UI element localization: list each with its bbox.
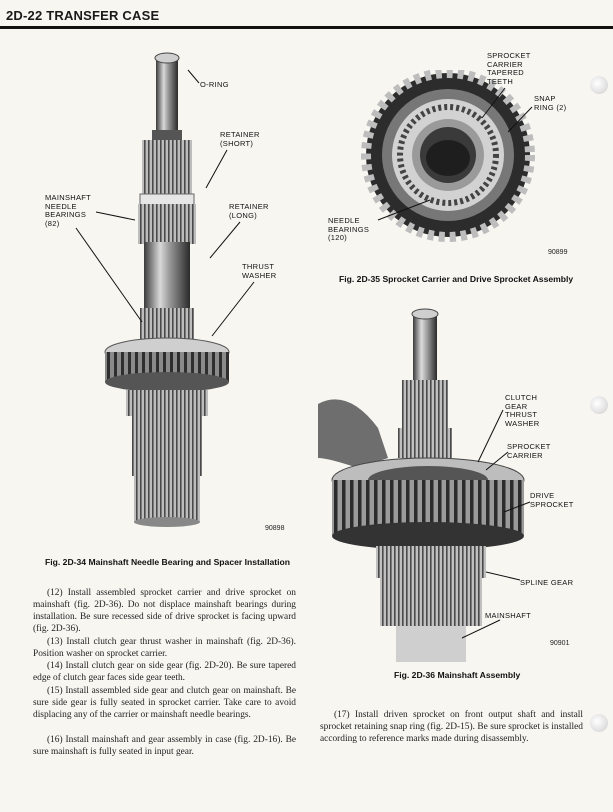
retainer-long-label: RETAINER (LONG) (229, 202, 269, 220)
drive-sprocket-label: DRIVE SPROCKET (530, 491, 574, 509)
step-16-text: (16) Install mainshaft and gear assembly in case (fig. 2D-16). Be sure mainshaft is fully seated in input gear. (33, 735, 296, 757)
mainshaft-needle-bearings-label: MAINSHAFT NEEDLE BEARINGS (82) (45, 193, 92, 228)
retainer-short-label: RETAINER (SHORT) (220, 130, 260, 148)
fig34-caption: Fig. 2D-34 Mainshaft Needle Bearing and Spacer Installation (45, 557, 290, 567)
step-14-text: (14) Install clutch gear on side gear (fig. 2D-20). Be sure tapered edge of clutch gear faces side gear teeth. (33, 661, 296, 683)
clutch-gear-thrust-washer-label: CLUTCH GEAR THRUST WASHER (505, 393, 540, 428)
fig36-caption: Fig. 2D-36 Mainshaft Assembly (394, 670, 521, 680)
fig35-caption: Fig. 2D-35 Sprocket Carrier and Drive Sprocket Assembly (339, 274, 574, 284)
binder-hole-top (590, 76, 608, 94)
fig34-photo-code: 90898 (265, 525, 285, 532)
sprocket-carrier-tapered-teeth-label: SPROCKET CARRIER TAPERED TEETH (487, 51, 531, 86)
binder-hole-bottom (590, 714, 608, 732)
mainshaft-label: MAINSHAFT (485, 611, 532, 620)
snap-ring-label: SNAP RING (2) (534, 94, 567, 112)
fig35-photo-code: 90899 (548, 249, 568, 256)
spline-gear-label: SPLINE GEAR (520, 578, 574, 587)
header-rule (0, 26, 613, 29)
binder-hole-middle (590, 396, 608, 414)
page-header-title: 2D-22 TRANSFER CASE (6, 8, 160, 23)
sprocket-carrier-label: SPROCKET CARRIER (507, 442, 551, 460)
step-15-text: (15) Install assembled side gear and clutch gear on mainshaft. Be sure side gear is fully seated in sprocket carrier. Take care to avoid displacing any of the carrier or mainshaft needle bearings. (33, 686, 296, 720)
step-12-text: (12) Install assembled sprocket carrier and drive sprocket on mainshaft (fig. 2D-36). Do not displace mainshaft bearings during installation. Be sure recessed side of drive sprocket is facing upward (fig. 2D-36). (33, 588, 296, 634)
o-ring-label: O-RING (200, 80, 229, 89)
step-13-text: (13) Install clutch gear thrust washer in mainshaft (fig. 2D-36). Position washer on sprocket carrier. (33, 637, 296, 659)
needle-bearings-120-label: NEEDLE BEARINGS (120) (328, 216, 370, 242)
thrust-washer-label: THRUST WASHER (242, 262, 277, 280)
fig34-mainshaft-photo (100, 52, 250, 532)
fig36-photo-code: 90901 (550, 640, 570, 647)
step-17-text: (17) Install driven sprocket on front output shaft and install sprocket retaining snap ring (fig. 2D-15). Be sure sprocket is installed according to reference marks made during disassembly. (320, 710, 583, 744)
fig35-sprocket-photo (360, 70, 535, 250)
